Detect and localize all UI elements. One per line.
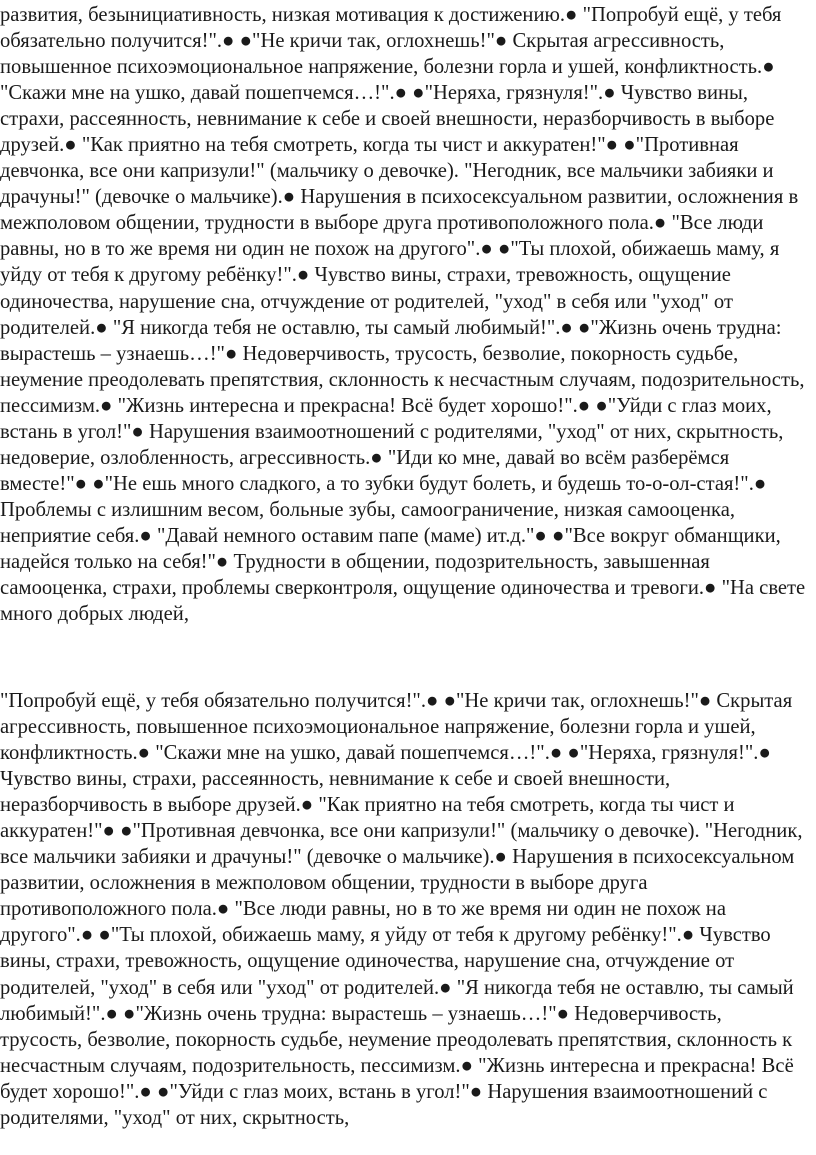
body-paragraph-2: "Попробуй ещё, у тебя обязательно получится!".● ●"Не кричи так, оглохнешь!"● Скрытая агрессивность, повышенное психоэмоциональное напряжение, болезни горла и ушей, конфликтность.● "Скажи мне на ушко, давай пошепчемся…!".● ●"Неряха, грязнуля!".● Чувство вины, страхи, рассеянность, невнимание к себе и своей внешности, неразборчивость в выборе друзей.● "Как приятно на тебя смотреть, когда ты чист и аккуратен!"● ●"Противная девчонка, все они капризули!" (мальчику о девочке). "Негодник, все мальчики забияки и драчуны!" (девочке о мальчике).● Нарушения в психосексуальном развитии, осложнения в межполовом общении, трудности в выборе друга противоположного пола.● "Все люди равны, но в то же время ни один не похож на другого".● ●"Ты плохой, обижаешь маму, я уйду от тебя к другому ребёнку!".● Чувство вины, страхи, тревожность, ощущение одиночества, нарушение сна, отчуждение от родителей, "уход" в себя или "уход" от родителей.● "Я никогда тебя не оставлю, ты самый любимый!".● ●"Жизнь очень трудна: вырастешь – узнаешь…!"● Недоверчивость, трусость, безволие, покорность судьбе, неумение преодолевать препятствия, склонность к несчастным случаям, подозрительность, пессимизм.● "Жизнь интересна и прекрасна! Всё будет хорошо!".● ●"Уйди с глаз моих, встань в угол!"● Нарушения взаимоотношений с родителями, "уход" от них, скрытность, <box>0 690 803 1129</box>
body-paragraph-1: развития, безынициативность, низкая мотивация к достижению.● "Попробуй ещё, у тебя обязательно получится!".● ●"Не кричи так, оглохнешь!"● Скрытая агрессивность, повышенное психоэмоциональное напряжение, болезни горла и ушей, конфликтность.● "Скажи мне на ушко, давай пошепчемся…!".● ●"Неряха, грязнуля!".● Чувство вины, страхи, рассеянность, невнимание к себе и своей внешности, неразборчивость в выборе друзей.● "Как приятно на тебя смотреть, когда ты чист и аккуратен!"● ●"Противная девчонка, все они капризули!" (мальчику о девочке). "Негодник, все мальчики забияки и драчуны!" (девочке о мальчике).● Нарушения в психосексуальном развитии, осложнения в межполовом общении, трудности в выборе друга противоположного пола.● "Все люди равны, но в то же время ни один не похож на другого".● ●"Ты плохой, обижаешь маму, я уйду от тебя к другому ребёнку!".● Чувство вины, страхи, тревожность, ощущение одиночества, нарушение сна, отчуждение от родителей, "уход" в себя или "уход" от родителей.● "Я никогда тебя не оставлю, ты самый любимый!".● ●"Жизнь очень трудна: вырастешь – узнаешь…!"● Недоверчивость, трусость, безволие, покорность судьбе, неумение преодолевать препятствия, склонность к несчастным случаям, подозрительность, пессимизм.● "Жизнь интересна и прекрасна! Всё будет хорошо!".● ●"Уйди с глаз моих, встань в угол!"● Нарушения взаимоотношений с родителями, "уход" от них, скрытность, недоверие, озлобленность, агрессивность.● "Иди ко мне, давай во всём разберёмся вместе!"● ●"Не ешь много сладкого, а то зубки будут болеть, и будешь то-о-ол-стая!".● Проблемы с излишним весом, больные зубы, самоограничение, низкая самооценка, неприятие себя.● "Давай немного оставим папе (маме) ит.д."● ●"Все вокруг обманщики, надейся только на себя!"● Трудности в общении, подозрительность, завышенная самооценка, страхи, проблемы сверконтроля, ощущение одиночества и тревоги.● "На свете много добрых людей, <box>0 4 806 626</box>
